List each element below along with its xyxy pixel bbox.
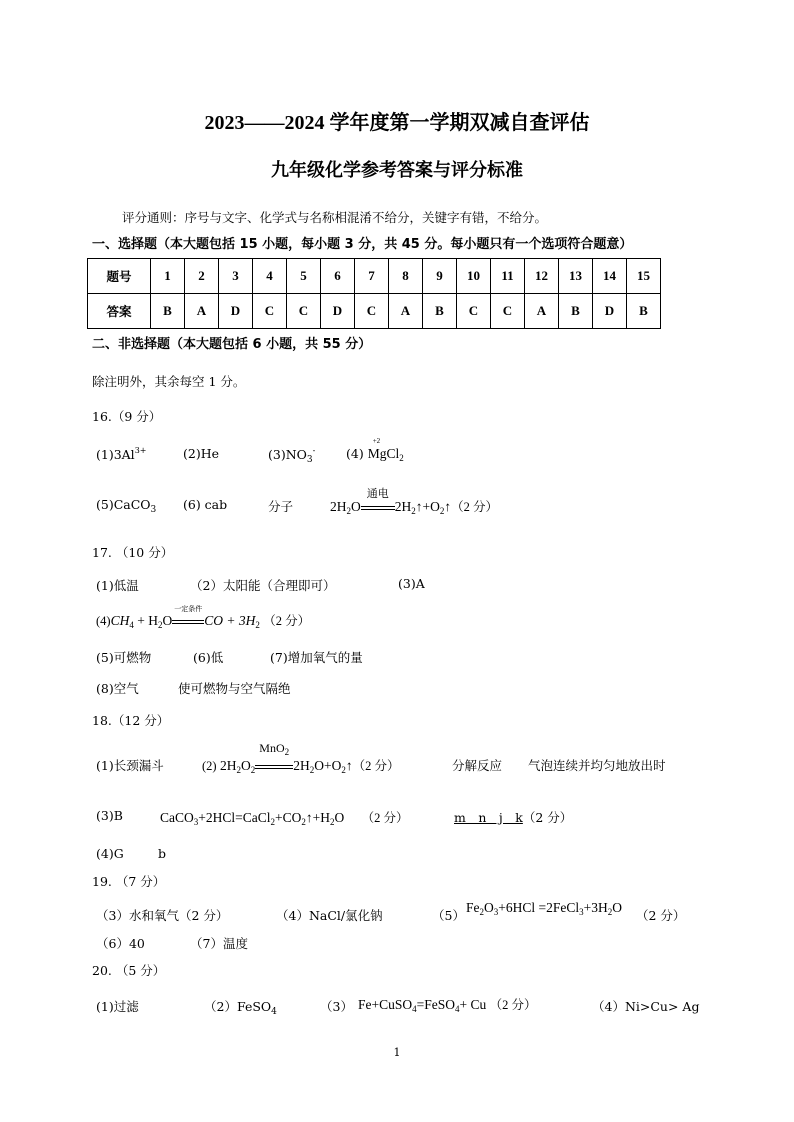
- q18-eq-condition: [255, 741, 293, 757]
- q16-eq-right: 2H: [394, 499, 412, 514]
- q17-answer-6: (6)低: [193, 650, 224, 665]
- q20-eq-score: （2 分）: [489, 998, 537, 1012]
- number-cell: 11: [491, 259, 525, 294]
- q18-beq-1: CaCO: [160, 810, 194, 825]
- q18-seq-text: m n j k: [454, 810, 523, 825]
- q17-answer-5: (5)可燃物: [96, 650, 152, 665]
- number-cell: 4: [253, 259, 287, 294]
- q18-beq-5: O: [334, 810, 345, 825]
- q19-answer-3: （3）水和氧气（2 分）: [96, 908, 229, 923]
- q19-label: 19. （7 分）: [92, 874, 166, 889]
- q17-equation: [96, 605, 311, 630]
- q18-answer-1: (1)长颈漏斗: [96, 758, 164, 773]
- number-cell: 15: [627, 259, 661, 294]
- q20-a2-sub: 4: [271, 1007, 277, 1017]
- number-cell: 6: [321, 259, 355, 294]
- q19-eq-4: +3H: [583, 900, 608, 915]
- q16-eq-left: 2H: [330, 499, 347, 514]
- q18-answer-4: 气泡连续并均匀地放出时: [528, 758, 666, 773]
- q17-eq-left-tail: + H: [133, 613, 158, 628]
- q17-label: 17. （10 分）: [92, 545, 174, 560]
- answer-table-answer-row: [88, 294, 661, 329]
- q19-eq-sub1: 2: [479, 907, 484, 917]
- q19-answer-6: （6）40: [96, 936, 145, 951]
- q16-answer-6: (6) cab: [183, 497, 228, 512]
- q17-eq-sign: [172, 620, 204, 624]
- q16-a3-charge: -: [312, 446, 316, 455]
- q16-a4-formula-text: MgCl: [367, 446, 400, 461]
- number-cell: 3: [219, 259, 253, 294]
- q18-eq-condition-sub: 2: [284, 747, 290, 757]
- q20-eq-2: =FeSO: [416, 997, 456, 1012]
- number-cell: 5: [287, 259, 321, 294]
- q18-beq-2: +2HCl=CaCl: [198, 810, 271, 825]
- q17-eq-left-sub2: 2: [157, 620, 163, 630]
- q20-eq-3: + Cu: [459, 997, 487, 1012]
- q17-eq-score: （2 分）: [263, 614, 311, 628]
- answer-cell: D: [219, 294, 253, 329]
- q18-label: 18.（12 分）: [92, 713, 170, 728]
- q18-answer-c2: b: [158, 846, 167, 861]
- q17-eq-condition: 一定条件: [174, 605, 203, 613]
- q20-equation: [358, 995, 537, 1014]
- row-label-answer: 答案: [88, 294, 151, 329]
- page-subtitle: 九年级化学参考答案与评分标准: [271, 160, 523, 180]
- q16-answer-1: [96, 446, 146, 462]
- answer-cell: B: [627, 294, 661, 329]
- q19-eq-score: （2 分）: [636, 908, 686, 923]
- page-title: 2023——2024 学年度第一学期双减自查评估: [204, 112, 590, 134]
- q17-answer-2: （2）太阳能（合理即可）: [190, 578, 336, 593]
- number-cell: 9: [423, 259, 457, 294]
- q18-eq-right: 2H: [293, 758, 310, 773]
- q20-eq-sub2: 4: [455, 1004, 460, 1014]
- q16-label: 16.（9 分）: [92, 409, 162, 424]
- q16-a3-sub: 3: [306, 455, 313, 465]
- answer-cell: C: [287, 294, 321, 329]
- q18-beq-3: +CO: [274, 810, 302, 825]
- q17-eq-left-sub: 4: [129, 620, 134, 630]
- q17-answer-7: (7)增加氧气的量: [270, 650, 363, 665]
- q18-eq-left-sub: 2: [236, 765, 241, 775]
- number-cell: 14: [593, 259, 627, 294]
- q18-eq-right-tail: ↑: [345, 758, 353, 773]
- q17-answer-3: (3)A: [398, 576, 425, 591]
- q17-a4-label: (4): [96, 614, 111, 628]
- answer-cell: B: [423, 294, 457, 329]
- q19-answer-4: （4）NaCl/氯化钠: [276, 908, 383, 923]
- q16-a4-label: (4): [346, 446, 364, 461]
- answer-cell: B: [559, 294, 593, 329]
- q20-eq-sub1: 4: [412, 1004, 417, 1014]
- q19-eq-5: O: [612, 900, 622, 915]
- q18-eq-score: （2 分）: [352, 759, 400, 773]
- q18-eq-condition-text: MnO: [259, 741, 285, 755]
- q19-answer-7: （7）温度: [190, 936, 248, 951]
- q16-eq-score: （2 分）: [451, 500, 499, 514]
- q17-answer-8b: 使可燃物与空气隔绝: [178, 681, 291, 696]
- answer-cell: D: [321, 294, 355, 329]
- answer-cell: C: [355, 294, 389, 329]
- page-number: 1: [393, 1046, 401, 1059]
- q16-eq-right-sub2: 2: [439, 506, 445, 516]
- answer-cell: A: [185, 294, 219, 329]
- number-cell: 7: [355, 259, 389, 294]
- answer-cell: C: [491, 294, 525, 329]
- q18-equation: [202, 741, 400, 775]
- number-cell: 10: [457, 259, 491, 294]
- q18-equation-b: [160, 808, 409, 827]
- q16-eq-condition: 通电: [366, 488, 389, 500]
- q17-eq-right-sub: 2: [255, 620, 260, 630]
- q20-answer-2: [204, 997, 277, 1017]
- number-cell: 13: [559, 259, 593, 294]
- q19-eq-3: +6HCl =2FeCl: [498, 900, 580, 915]
- q20-answer-3-label: （3）: [320, 999, 353, 1014]
- answer-table-number-row: [88, 259, 661, 294]
- row-label-number: 题号: [88, 259, 151, 294]
- q20-a2-text: （2）FeSO: [204, 999, 272, 1014]
- answer-cell: D: [593, 294, 627, 329]
- q16-a1-text: (1)3Al: [96, 447, 135, 462]
- q18-answer-b1: (3)B: [96, 808, 123, 823]
- number-cell: 1: [151, 259, 185, 294]
- q16-a3-text: (3)NO: [268, 447, 307, 462]
- q18-eq-left-mid: O: [240, 758, 251, 773]
- general-rule: 评分通则：序号与文字、化学式与名称相混淆不给分，关键字有错，不给分。: [122, 210, 548, 225]
- q18-eq-left-sub2: 2: [250, 765, 256, 775]
- q16-eq-right-sub: 2: [411, 506, 416, 516]
- q16-a4-formula: [367, 437, 404, 463]
- q17-answer-8: (8)空气: [96, 681, 139, 696]
- q18-beq-score: （2 分）: [361, 811, 409, 825]
- q17-eq-right: CO + 3H: [204, 613, 256, 628]
- q19-answer-5-label: （5）: [432, 908, 465, 923]
- q17-answer-1: (1)低温: [96, 578, 139, 593]
- section1-heading: 一、选择题（本大题包括 15 小题，每小题 3 分，共 45 分。每小题只有一个选项符合题意）: [92, 237, 633, 252]
- q18-answer-3: 分解反应: [452, 758, 503, 773]
- q16-eq-arrow: [361, 488, 395, 515]
- answer-table: [87, 258, 661, 329]
- q19-eq-sub4: 2: [607, 907, 613, 917]
- answer-cell: B: [151, 294, 185, 329]
- q16-a5-sub: 3: [150, 505, 157, 515]
- q18-eq-arrow: [255, 741, 293, 774]
- q18-sequence: [454, 808, 572, 826]
- number-cell: 12: [525, 259, 559, 294]
- number-cell: 2: [185, 259, 219, 294]
- q18-eq-sign: [255, 765, 293, 769]
- q18-beq-sub2: 2: [270, 817, 275, 827]
- q16-answer-2: (2)He: [183, 446, 220, 461]
- q20-answer-4: （4）Ni>Cu> Ag: [592, 999, 700, 1014]
- q20-eq-1: Fe+CuSO: [358, 997, 413, 1012]
- answer-cell: C: [253, 294, 287, 329]
- q18-eq-right-mid: O+O: [314, 758, 342, 773]
- q16-a5-text: (5)CaCO: [96, 497, 151, 512]
- q16-eq-right-mid: ↑+O: [415, 499, 440, 514]
- q18-a2-label: (2): [202, 759, 217, 773]
- q18-beq-sub4: 2: [329, 817, 335, 827]
- q16-answer-7: 分子: [268, 499, 294, 514]
- q19-eq-2: O: [484, 900, 494, 915]
- q19-eq-sub2: 3: [493, 907, 499, 917]
- q20-label: 20. （5 分）: [92, 963, 166, 978]
- q16-answer-4: [346, 437, 404, 463]
- q16-a4-sub: 2: [399, 453, 404, 463]
- q18-eq-left: 2H: [219, 758, 237, 773]
- answer-cell: A: [389, 294, 423, 329]
- q18-eq-right-sub2: 2: [341, 765, 346, 775]
- q19-eq-1: Fe: [466, 900, 480, 915]
- q18-beq-sub3: 2: [301, 817, 306, 827]
- q16-a4-valence: +2: [372, 437, 381, 445]
- section2-note: 除注明外，其余每空 1 分。: [92, 374, 246, 389]
- q17-eq-left: CH: [110, 613, 130, 628]
- q18-beq-sub1: 3: [193, 817, 199, 827]
- answer-cell: A: [525, 294, 559, 329]
- q16-eq-right-tail: ↑: [444, 499, 452, 514]
- q19-eq-sub3: 3: [579, 907, 584, 917]
- q16-a1-charge: 3+: [134, 446, 147, 455]
- q16-answer-5: [96, 497, 156, 515]
- q19-equation: [466, 900, 622, 917]
- q17-eq-arrow: [172, 605, 204, 629]
- q18-beq-4: ↑+H: [305, 810, 330, 825]
- number-cell: 8: [389, 259, 423, 294]
- q20-answer-1: (1)过滤: [96, 999, 139, 1014]
- q16-answer-3: [268, 446, 315, 465]
- q18-seq-score: （2 分）: [522, 810, 573, 825]
- q16-eq-sign: [361, 506, 395, 510]
- section2-heading: 二、非选择题（本大题包括 6 小题，共 55 分）: [92, 337, 372, 352]
- answer-cell: C: [457, 294, 491, 329]
- q16-equation: [330, 488, 499, 516]
- q16-eq-left-sub: 2: [346, 506, 351, 516]
- q18-eq-right-sub: 2: [309, 765, 315, 775]
- q18-answer-c1: (4)G: [96, 846, 124, 861]
- q17-eq-left-tail2: O: [162, 613, 173, 628]
- q16-eq-left-tail: O: [351, 499, 361, 514]
